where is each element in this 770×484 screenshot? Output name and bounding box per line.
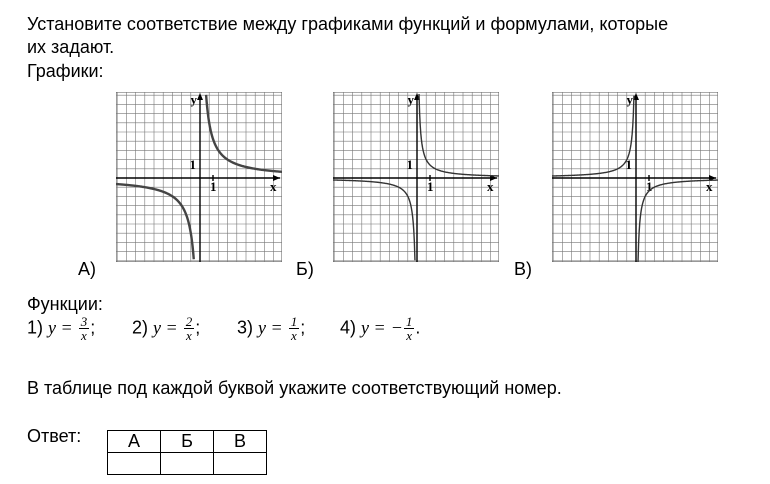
numerator: 1 [290,314,298,329]
task-line-1: Установите соответствие между графиками функций и формулами, которые [27,14,669,34]
function-end: ; [90,317,96,338]
function-1 [27,315,95,342]
function-lhs: y = [361,317,386,338]
answer-input-row [108,453,267,475]
fraction [79,315,90,342]
fraction [289,315,300,342]
answer-table [107,430,267,475]
function-2 [132,315,200,342]
graphs-heading: Графики: [27,61,104,81]
answer-cell-a[interactable] [108,453,161,475]
y-unit-label: 1 [625,157,632,172]
answer-header-row [108,431,267,453]
answer-header-a: А [108,431,161,453]
answer-header-b: Б [161,431,214,453]
numerator: 1 [405,314,413,329]
y-axis-label: y [190,92,197,107]
graph-a [116,92,282,262]
denominator: x [184,328,195,342]
function-end: ; [195,317,201,338]
function-number: 2) [132,317,149,338]
graph-b [333,92,499,262]
function-number: 1) [27,317,44,338]
x-axis-label: x [270,179,277,194]
function-3 [237,315,305,342]
fraction [404,315,415,342]
denominator: x [79,328,90,342]
functions-heading: Функции: [27,294,103,314]
task-line-2: их задают. [27,37,115,57]
y-unit-label: 1 [406,157,413,172]
x-unit-label: 1 [646,179,653,194]
function-number: 4) [340,317,357,338]
function-number: 3) [237,317,254,338]
x-unit-label: 1 [427,179,434,194]
function-lhs: y = [258,317,283,338]
answer-header-c: В [214,431,267,453]
graph-frame [116,92,282,262]
y-axis-label: y [407,92,414,107]
function-end: . [415,317,421,338]
answer-cell-c[interactable] [214,453,267,475]
answer-cell-b[interactable] [161,453,214,475]
x-axis-label: x [706,179,713,194]
fraction [184,315,195,342]
numerator: 3 [80,314,88,329]
function-lhs: y = [48,317,73,338]
denominator: x [289,328,300,342]
graph-letter-c: В) [514,259,532,279]
graph-frame [552,92,718,262]
y-axis-label: y [626,92,633,107]
graph-letter-b: Б) [296,259,314,279]
graph-letter-a: А) [78,259,96,279]
function-sign: − [390,317,403,338]
graph-c [552,92,718,262]
numerator: 2 [185,314,193,329]
instruction: В таблице под каждой буквой укажите соответствующий номер. [27,378,562,398]
answer-label: Ответ: [27,426,82,446]
function-lhs: y = [153,317,178,338]
function-4 [340,315,420,342]
function-end: ; [300,317,306,338]
denominator: x [404,328,415,342]
graph-frame [333,92,499,262]
x-unit-label: 1 [210,179,217,194]
x-axis-label: x [487,179,494,194]
y-unit-label: 1 [189,157,196,172]
